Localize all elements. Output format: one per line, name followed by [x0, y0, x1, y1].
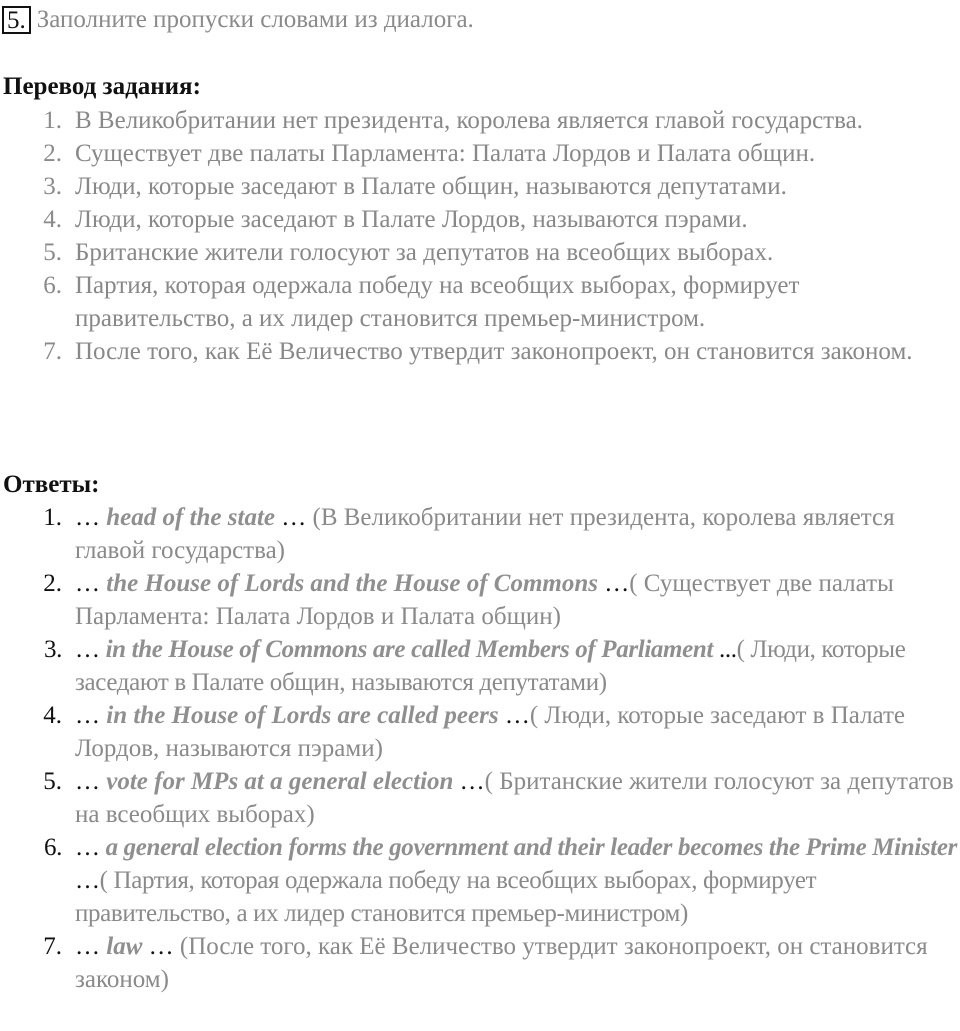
item-number: 7.: [43, 338, 62, 365]
item-number: 6.: [43, 272, 62, 299]
item-number: 6.: [43, 834, 62, 861]
answer-translation: ( Британские жители голосуют за депутатов на всеобщих выборах): [75, 768, 954, 828]
answer-translation: ( Партия, которая одержала победу на всеобщих выборах, формирует правительство, а их лидер становится премьер-министром): [75, 867, 817, 927]
ellipsis: …: [597, 570, 630, 597]
answer-item: [0, 930, 958, 996]
answer-translation: (В Великобритании нет президента, королева является главой государства): [75, 504, 895, 564]
answer-item: [0, 699, 958, 765]
answer-translation: ( Люди, которые заседают в Палате общин, называются депутатами): [75, 636, 906, 696]
item-text: В Великобритании нет президента, королева является главой государства.: [75, 107, 863, 134]
answers-list: [0, 501, 958, 996]
item-text: Партия, которая одержала победу на всеобщих выборах, формирует правительство, а их лидер становится премьер-министром.: [75, 272, 800, 332]
ellipsis: …: [453, 768, 485, 795]
ellipsis: …: [75, 504, 107, 531]
list-item: [0, 203, 958, 236]
ellipsis: …: [75, 834, 106, 861]
list-item: [0, 137, 958, 170]
answer-phrase: in the House of Lords are called peers: [106, 702, 499, 729]
ellipsis: …: [75, 636, 106, 663]
answer-phrase: a general election forms the government and their leader becomes the Prime Minister: [105, 834, 958, 861]
task-header: [2, 4, 474, 36]
item-number: 2.: [43, 570, 62, 597]
answer-phrase: law: [106, 933, 143, 960]
item-number: 5.: [43, 239, 62, 266]
ellipsis: …: [75, 570, 107, 597]
answer-phrase: in the House of Commons are called Members of Parliament: [105, 636, 714, 663]
list-item: [0, 170, 958, 203]
list-item: [0, 104, 958, 137]
answer-phrase: head of the state: [106, 504, 275, 531]
ellipsis: …: [275, 504, 313, 531]
ellipsis: …: [142, 933, 180, 960]
item-text: Люди, которые заседают в Палате общин, называются депутатами.: [75, 173, 787, 200]
list-item: [0, 335, 958, 368]
translation-list: [0, 104, 958, 368]
item-number: 4.: [43, 702, 62, 729]
task-instruction: Заполните пропуски словами из диалога.: [36, 6, 474, 33]
item-text: Люди, которые заседают в Палате Лордов, называются пэрами.: [75, 206, 748, 233]
task-number-box: 5.: [2, 6, 31, 34]
answer-translation: ( Люди, которые заседают в Палате Лордов, называются пэрами): [75, 702, 906, 762]
item-number: 2.: [43, 140, 62, 167]
item-number: 1.: [43, 504, 62, 531]
answer-item: [0, 765, 958, 831]
item-number: 5.: [43, 768, 62, 795]
item-number: 7.: [43, 933, 62, 960]
item-text: Существует две палаты Парламента: Палата Лордов и Палата общин.: [75, 140, 816, 167]
list-item: [0, 269, 958, 335]
answer-item: [0, 567, 958, 633]
ellipsis: …: [498, 702, 530, 729]
answer-item: [0, 501, 958, 567]
item-number: 3.: [43, 636, 62, 663]
item-text: После того, как Её Величество утвердит законопроект, он становится законом.: [75, 338, 913, 365]
ellipsis: …: [75, 867, 100, 894]
ellipsis: …: [75, 702, 107, 729]
item-number: 1.: [43, 107, 62, 134]
answer-translation: ( Существует две палаты Парламента: Палата Лордов и Палата общин): [75, 570, 894, 630]
list-item: [0, 236, 958, 269]
answers-heading: Ответы:: [3, 471, 100, 498]
ellipsis: ...: [713, 636, 737, 663]
item-text: Британские жители голосуют за депутатов на всеобщих выборах.: [75, 239, 774, 266]
translation-heading: Перевод задания:: [3, 73, 201, 100]
ellipsis: …: [75, 933, 107, 960]
item-number: 4.: [43, 206, 62, 233]
answer-item: [0, 831, 958, 930]
answer-item: [0, 633, 958, 699]
answer-translation: (После того, как Её Величество утвердит законопроект, он становится законом): [75, 933, 928, 993]
answer-phrase: the House of Lords and the House of Commons: [106, 570, 598, 597]
ellipsis: …: [75, 768, 107, 795]
answer-phrase: vote for MPs at a general election: [106, 768, 454, 795]
item-number: 3.: [43, 173, 62, 200]
